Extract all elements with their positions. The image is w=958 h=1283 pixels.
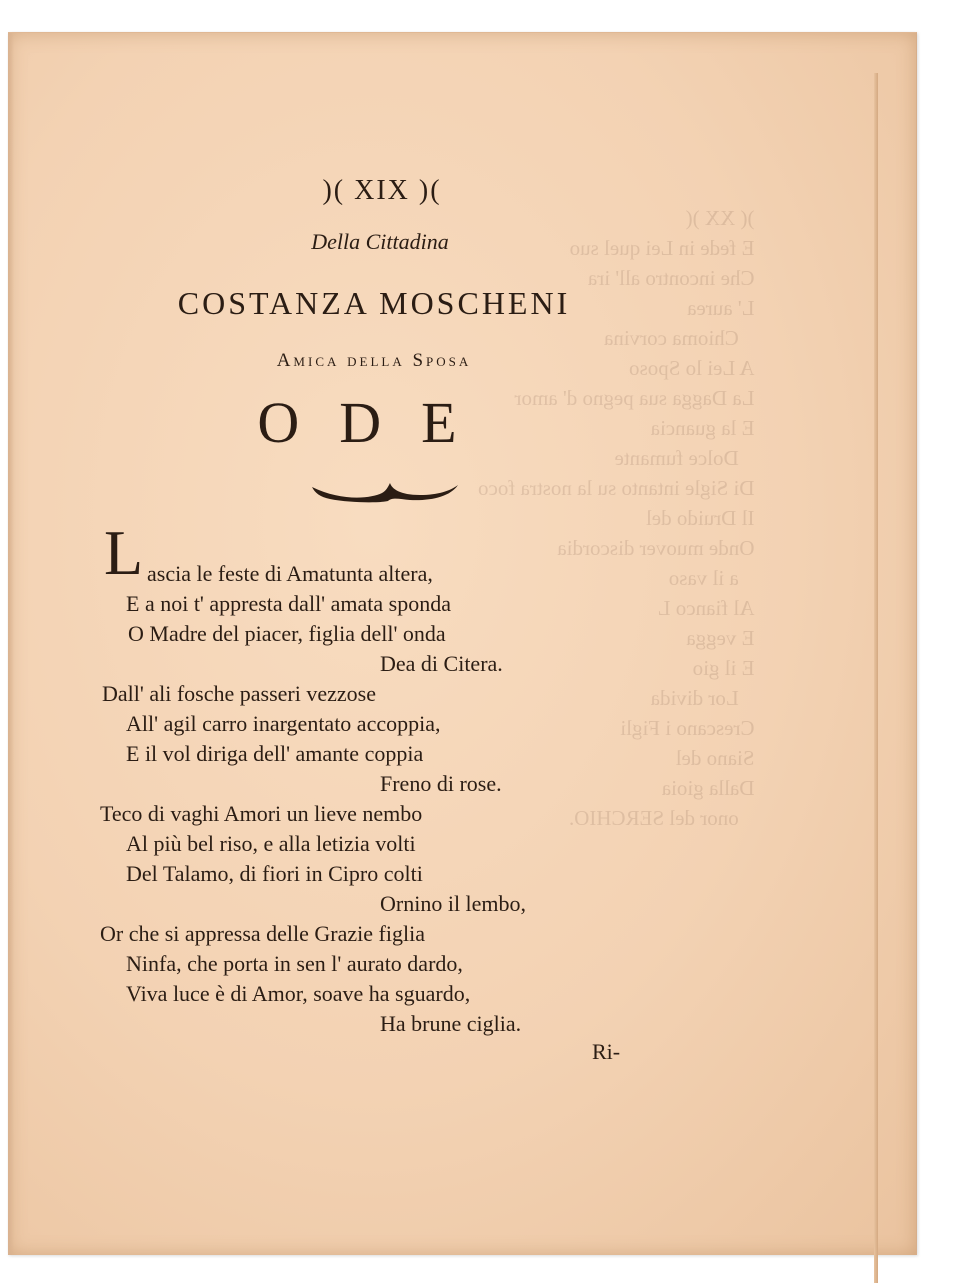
poem-line: E il vol diriga dell' amante coppia — [126, 741, 424, 766]
poem-line: Ninfa, che porta in sen l' aurato dardo, — [126, 951, 463, 976]
page-edge — [874, 73, 878, 1283]
poem-line: O Madre del piacer, figlia dell' onda — [128, 621, 446, 646]
show-through-text: )( XX )( E fede in Lei quel suo Che incontro all' ira L' aurea Chioma corvina A Lei lo Sposo La Dagga sua pegno d' amor E la guancia Dolce fumante Di Sigle intanto su la nostra foco Il Druido del Onde muover discordia a il vaso Al fianco L E vegga E il gio Lor divida Crescano i Figli Siano del Dalla gioia onor del SERCHIO. — [478, 206, 755, 830]
author-name: COSTANZA MOSCHENI — [177, 285, 571, 321]
ornament-divider-icon — [310, 479, 460, 503]
poem-line: ascia le feste di Amatunta altera, — [147, 561, 433, 586]
poem-line: Dea di Citera. — [380, 651, 503, 676]
author-relation: Amica della Sposa — [276, 350, 472, 371]
poem-line: All' agil carro inargentato accoppia, — [126, 711, 441, 736]
poem-line: Ha brune ciglia. — [380, 1011, 522, 1036]
poem-line: Dall' ali fosche passeri vezzose — [102, 681, 376, 706]
poem-line: Del Talamo, di fiori in Cipro colti — [126, 861, 423, 886]
poem-line: Ornino il lembo, — [380, 891, 527, 916]
poem-line: Freno di rose. — [380, 771, 502, 796]
poem-line: Al più bel riso, e alla letizia volti — [126, 831, 416, 856]
paper-page — [8, 32, 917, 1255]
drop-cap: L — [104, 517, 144, 588]
poem-line: E a noi t' appresta dall' amata sponda — [126, 591, 451, 616]
catchword: Ri- — [592, 1039, 621, 1064]
poem-line: Or che si appressa delle Grazie figlia — [100, 921, 425, 946]
poem-line: Teco di vaghi Amori un lieve nembo — [100, 801, 423, 826]
byline: Della Cittadina — [311, 229, 449, 254]
page-number: )( XIX )( — [322, 175, 442, 206]
poem-genre-title: ODE — [257, 390, 497, 455]
poem-line: Viva luce è di Amor, soave ha sguardo, — [126, 981, 471, 1006]
